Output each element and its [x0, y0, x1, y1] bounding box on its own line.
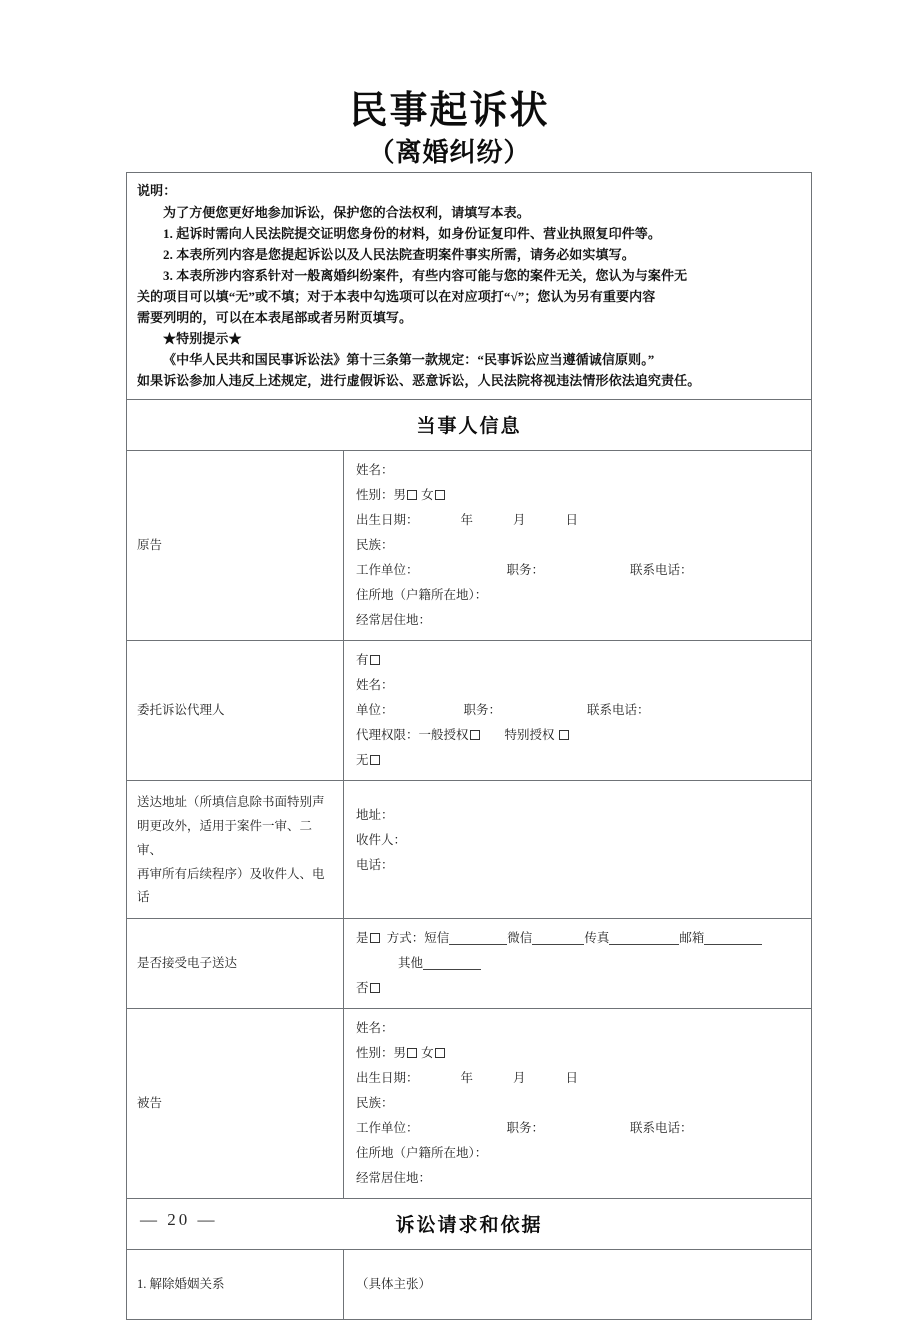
defendant-label: 被告: [127, 1009, 344, 1198]
page-footer: — 20 —: [140, 1210, 218, 1229]
electronic-service-row: [127, 919, 811, 1009]
section-header-party-info: 当事人信息: [416, 415, 522, 438]
plaintiff-employment-field[interactable]: 工作单位： 职务： 联系电话：: [356, 563, 693, 578]
plaintiff-label: 原告: [127, 451, 344, 640]
instructions-item-2: 2. 本表所列内容是您提起诉讼以及人民法院查明案件事实所需，请务必如实填写。: [163, 247, 635, 263]
agent-row: [127, 641, 811, 781]
electronic-service-other-field[interactable]: 其他: [356, 951, 799, 976]
section-header-claims: 诉讼请求和依据: [395, 1214, 543, 1237]
electronic-service-fields: [344, 919, 811, 1008]
form-table: [126, 172, 812, 1320]
defendant-gender-male-checkbox[interactable]: [407, 1048, 417, 1058]
service-address-address-field[interactable]: 地址：: [356, 808, 394, 823]
special-notice-line-2: 如果诉讼参加人违反上述规定，进行虚假诉讼、恶意诉讼，人民法院将视违法情形依法追究责任。: [137, 373, 701, 389]
defendant-birthdate-field[interactable]: 出生日期： 年 月 日: [356, 1071, 579, 1086]
service-address-fields: [344, 781, 811, 918]
defendant-fields: [344, 1009, 811, 1198]
page-subtitle: （离婚纠纷）: [368, 137, 531, 168]
electronic-service-yes-field[interactable]: 是 方式：短信 微信 传真 邮箱: [356, 926, 799, 951]
agent-none-field[interactable]: 无: [356, 748, 799, 773]
claim-item-1-label: 1. 解除婚姻关系: [127, 1250, 344, 1319]
plaintiff-birthdate-field[interactable]: 出生日期： 年 月 日: [356, 513, 579, 528]
electronic-service-label: 是否接受电子送达: [127, 919, 344, 1008]
service-address-recipient-field[interactable]: 收件人：: [356, 833, 407, 848]
claim-item-1-input[interactable]: [344, 1250, 811, 1319]
plaintiff-fields: [344, 451, 811, 640]
wechat-input[interactable]: [532, 933, 584, 945]
defendant-ethnicity-field[interactable]: 民族：: [356, 1096, 394, 1111]
instructions-row: [127, 173, 811, 400]
service-address-row: [127, 781, 811, 919]
instructions-item-3: 3. 本表所涉内容系针对一般离婚纠纷案件，有些内容可能与您的案件无关，您认为与案件无: [163, 268, 688, 284]
plaintiff-ethnicity-field[interactable]: 民族：: [356, 538, 394, 553]
defendant-gender-field[interactable]: 性别：男 女: [356, 1041, 799, 1066]
agent-name-field[interactable]: 姓名：: [356, 678, 394, 693]
email-input[interactable]: [704, 933, 762, 945]
plaintiff-gender-female-checkbox[interactable]: [435, 490, 445, 500]
electronic-service-no-checkbox[interactable]: [370, 983, 380, 993]
plaintiff-name-field[interactable]: 姓名：: [356, 463, 394, 478]
plaintiff-habitual-residence-field[interactable]: 经常居住地：: [356, 613, 432, 628]
defendant-gender-female-checkbox[interactable]: [435, 1048, 445, 1058]
agent-none-checkbox[interactable]: [370, 755, 380, 765]
agent-employment-field[interactable]: 单位： 职务： 联系电话：: [356, 703, 650, 718]
plaintiff-gender-field[interactable]: 性别：男 女: [356, 483, 799, 508]
electronic-service-yes-checkbox[interactable]: [370, 933, 380, 943]
other-method-input[interactable]: [423, 958, 481, 970]
instructions-item-3-cont-2: 需要列明的，可以在本表尾部或者另附页填写。: [137, 310, 413, 326]
sms-input[interactable]: [449, 933, 507, 945]
defendant-name-field[interactable]: 姓名：: [356, 1021, 394, 1036]
agent-has-field[interactable]: 有: [356, 648, 799, 673]
title-block: [0, 0, 899, 169]
special-notice-title: ★特别提示★: [163, 331, 242, 347]
special-notice-line-1: 《中华人民共和国民事诉讼法》第十三条第一款规定：“民事诉讼应当遵循诚信原则。”: [163, 352, 655, 368]
defendant-row: [127, 1009, 811, 1199]
claim-item-1-row: [127, 1250, 811, 1320]
agent-label: 委托诉讼代理人: [127, 641, 344, 780]
electronic-service-no-field[interactable]: 否: [356, 976, 799, 1001]
claims-banner-row: [127, 1199, 811, 1250]
agent-authority-special-checkbox[interactable]: [559, 730, 569, 740]
instructions-item-1: 1. 起诉时需向人民法院提交证明您身份的材料，如身份证复印件、营业执照复印件等。: [163, 226, 662, 242]
instructions-intro: 为了方便您更好地参加诉讼，保护您的合法权利，请填写本表。: [163, 205, 530, 221]
service-address-label: 送达地址（所填信息除书面特别声 明更改外，适用于案件一审、二审、 再审所有后续程序）及收件人、电 话: [127, 781, 344, 918]
agent-authority-field[interactable]: 代理权限：一般授权 特别授权: [356, 723, 799, 748]
agent-has-checkbox[interactable]: [370, 655, 380, 665]
defendant-domicile-field[interactable]: 住所地（户籍所在地）：: [356, 1146, 488, 1161]
instructions-item-3-cont-1: 关的项目可以填“无”或不填；对于本表中勾选项可以在对应项打“√”；您认为另有重要内容: [137, 289, 656, 305]
plaintiff-gender-male-checkbox[interactable]: [407, 490, 417, 500]
defendant-habitual-residence-field[interactable]: 经常居住地：: [356, 1171, 432, 1186]
agent-authority-general-checkbox[interactable]: [470, 730, 480, 740]
fax-input[interactable]: [609, 933, 679, 945]
defendant-employment-field[interactable]: 工作单位： 职务： 联系电话：: [356, 1121, 693, 1136]
plaintiff-row: [127, 451, 811, 641]
agent-fields: [344, 641, 811, 780]
plaintiff-domicile-field[interactable]: 住所地（户籍所在地）：: [356, 588, 488, 603]
page-title: 民事起诉状: [349, 87, 550, 132]
claim-item-1-hint: （具体主张）: [356, 1277, 432, 1292]
service-address-phone-field[interactable]: 电话：: [356, 858, 394, 873]
instructions-heading: 说明：: [137, 183, 177, 198]
party-info-banner-row: [127, 400, 811, 451]
instructions-block: [127, 173, 710, 399]
